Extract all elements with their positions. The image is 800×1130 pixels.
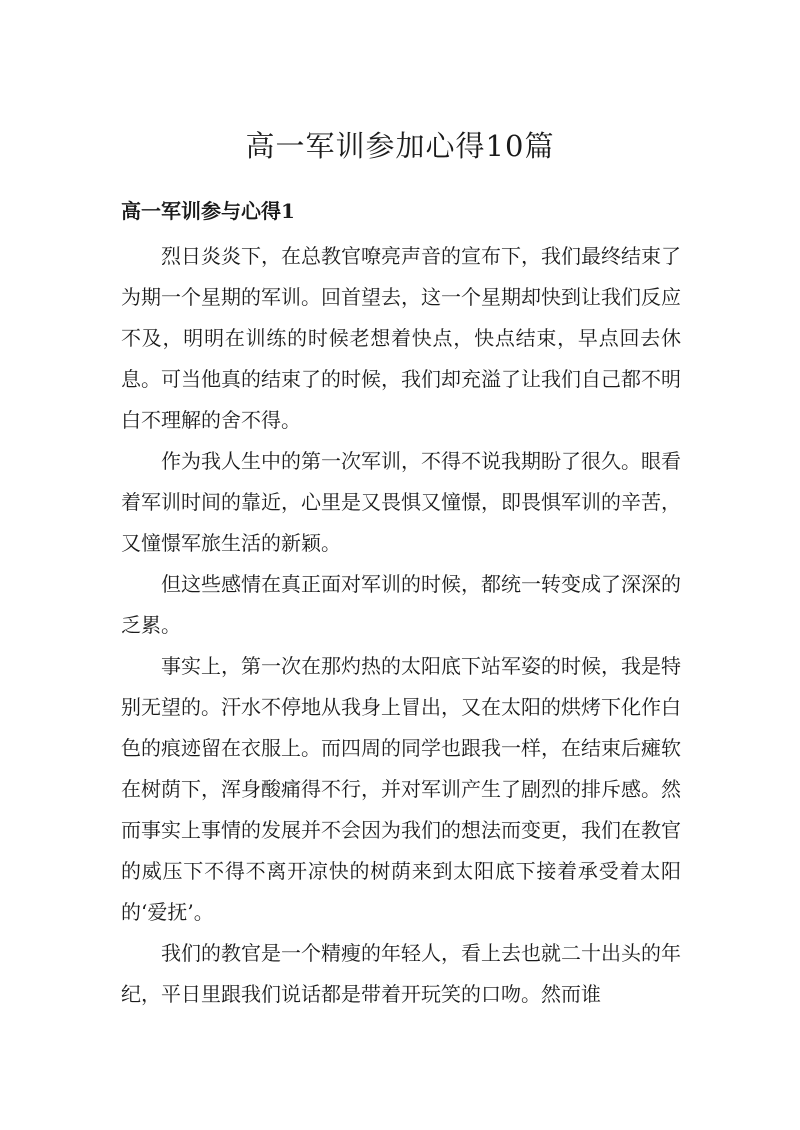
section-heading: 高一军训参与心得1 [121, 199, 295, 223]
paragraph: 我们的教官是一个精瘦的年轻人，看上去也就二十出头的年纪，平日里跟我们说话都是带着开玩笑的口吻。然而谁 [121, 941, 681, 1006]
body-text [121, 236, 681, 1015]
paragraph: 但这些感情在真正面对军训的时候，都统一转变成了深深的乏累。 [121, 572, 681, 637]
paragraph: 烈日炎炎下，在总教官嘹亮声音的宣布下，我们最终结束了为期一个星期的军训。回首望去，这一个星期却快到让我们反应不及，明明在训练的时候老想着快点，快点结束，早点回去休息。可当他真的结束了的时候，我们却充溢了让我们自己都不明白不理解的舍不得。 [121, 244, 681, 432]
paragraph: 事实上，第一次在那灼热的太阳底下站军姿的时候，我是特别无望的。汗水不停地从我身上冒出，又在太阳的烘烤下化作白色的痕迹留在衣服上。而四周的同学也跟我一样，在结束后瘫软在树荫下，浑身酸痛得不行，并对军训产生了剧烈的排斥感。然而事实上事情的发展并不会因为我们的想法而变更，我们在教官的威压下不得不离开凉快的树荫来到太阳底下接着承受着太阳的‘爱抚’。 [121, 654, 681, 924]
document-title: 高一军训参加心得10篇 [245, 129, 555, 163]
paragraph: 作为我人生中的第一次军训，不得不说我期盼了很久。眼看着军训时间的靠近，心里是又畏惧又憧憬，即畏惧军训的辛苦，又憧憬军旅生活的新颖。 [121, 449, 681, 555]
